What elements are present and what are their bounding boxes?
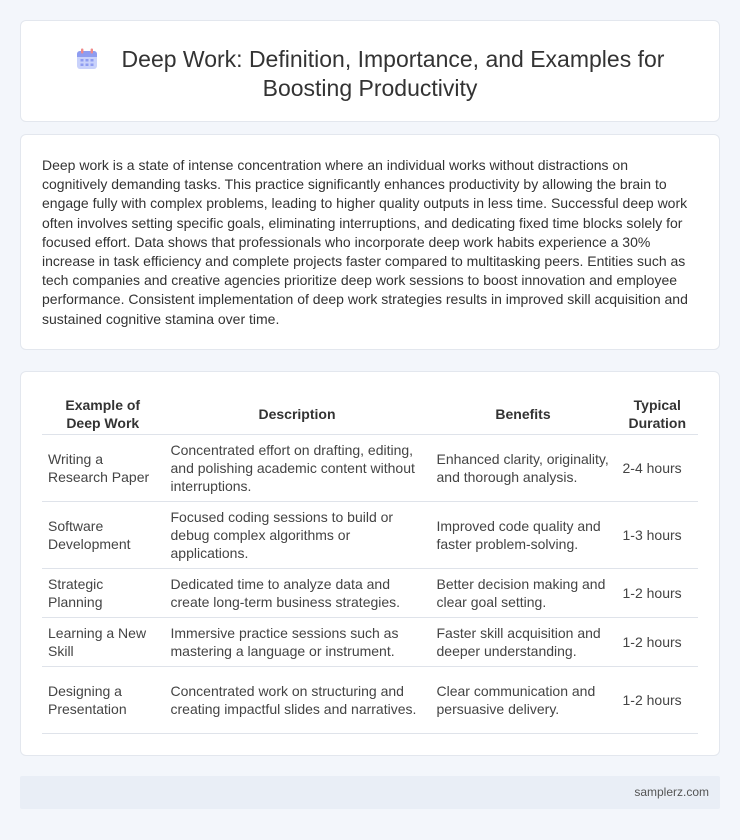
cell-description: Focused coding sessions to build or debug complex algorithms or applications. [164,501,430,568]
cell-example: Strategic Planning [42,568,164,617]
footer-bar [20,776,720,809]
cell-duration: 1-2 hours [616,617,698,666]
page-title: Deep Work: Definition, Importance, and Examples for Boosting Productivity [121,46,665,101]
cell-example: Learning a New Skill [42,617,164,666]
cell-benefits: Faster skill acquisition and deeper understanding. [430,617,616,666]
table-row [42,666,698,733]
header-description: Description [164,394,430,434]
table-row [42,434,698,501]
title-card [20,20,720,122]
table-header-row [42,394,698,434]
table-row [42,617,698,666]
table-card [20,371,720,756]
cell-description: Dedicated time to analyze data and create long-term business strategies. [164,568,430,617]
header-duration: Typical Duration [616,394,698,434]
cell-description: Concentrated effort on drafting, editing, and polishing academic content without interruptions. [164,434,430,501]
cell-description: Concentrated work on structuring and creating impactful slides and narratives. [164,666,430,733]
page-title-wrap [21,45,719,103]
cell-example: Writing a Research Paper [42,434,164,501]
cell-benefits: Enhanced clarity, originality, and thorough analysis. [430,434,616,501]
cell-benefits: Clear communication and persuasive delivery. [430,666,616,733]
cell-example: Designing a Presentation [42,666,164,733]
header-example: Example of Deep Work [42,394,164,434]
cell-benefits: Better decision making and clear goal setting. [430,568,616,617]
calendar-icon [76,48,98,70]
footer-site-link[interactable]: samplerz.com [634,785,709,799]
intro-card [20,134,720,350]
cell-duration: 1-2 hours [616,666,698,733]
cell-description: Immersive practice sessions such as mastering a language or instrument. [164,617,430,666]
intro-paragraph: Deep work is a state of intense concentration where an individual works without distractions on cognitively demanding tasks. This practice significantly enhances productivity by allowing the brain to engage fully with complex problems, leading to higher quality outputs in less time. Successful deep work often involves setting specific goals, eliminating interruptions, and dedicating fixed time blocks solely for focused effort. Data shows that professionals who incorporate deep work habits experience a 30% increase in task efficiency and complete projects faster compared to multitasking peers. Entities such as tech companies and creative agencies prioritize deep work sessions to boost innovation and employee performance. Consistent implementation of deep work strategies results in improved skill acquisition and sustained cognitive stamina over time. [42,157,688,327]
cell-benefits: Improved code quality and faster problem-solving. [430,501,616,568]
examples-table [42,394,698,734]
table-row [42,568,698,617]
cell-duration: 1-2 hours [616,568,698,617]
cell-duration: 1-3 hours [616,501,698,568]
table-row [42,501,698,568]
cell-duration: 2-4 hours [616,434,698,501]
cell-example: Software Development [42,501,164,568]
header-benefits: Benefits [430,394,616,434]
